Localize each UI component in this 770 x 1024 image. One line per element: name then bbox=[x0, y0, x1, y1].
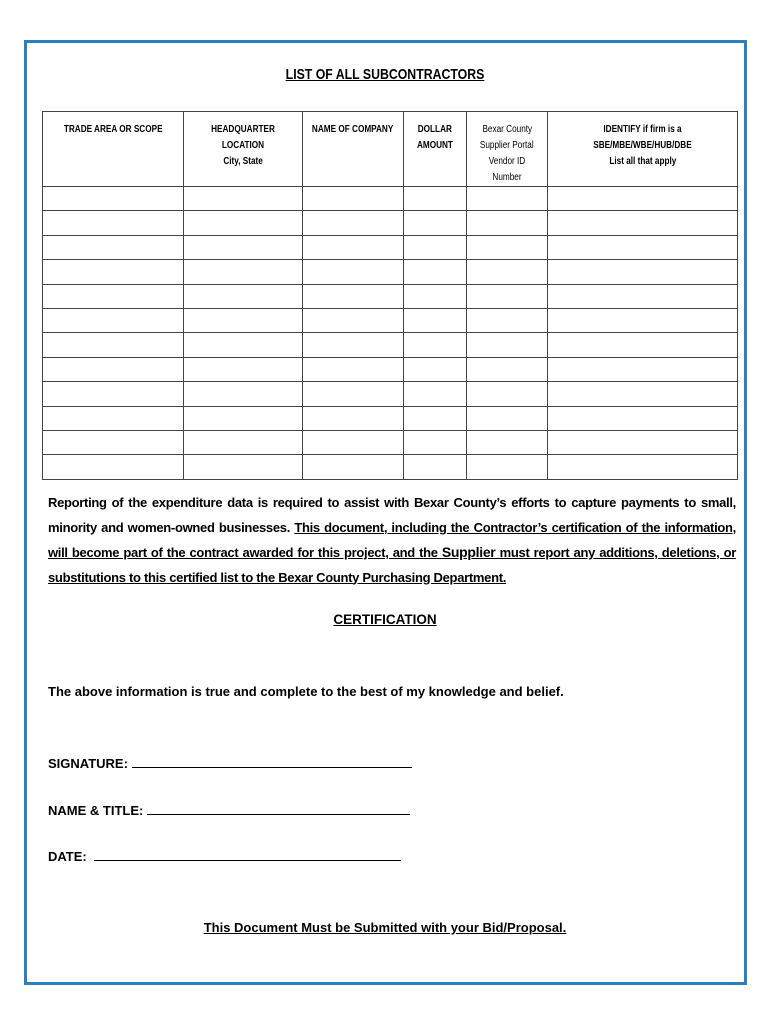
table-cell[interactable] bbox=[404, 308, 467, 332]
date-field[interactable] bbox=[94, 849, 401, 861]
table-header-row bbox=[43, 112, 738, 187]
col-header-dollar-amount: DOLLAR AMOUNT bbox=[404, 112, 467, 187]
signature-line[interactable] bbox=[48, 756, 412, 771]
table-row bbox=[43, 308, 738, 332]
table-cell[interactable] bbox=[467, 333, 548, 357]
table-cell[interactable] bbox=[303, 187, 404, 211]
table-cell[interactable] bbox=[404, 382, 467, 406]
col-header-company-name: NAME OF COMPANY bbox=[303, 112, 404, 187]
table-cell[interactable] bbox=[43, 333, 184, 357]
table-cell[interactable] bbox=[404, 284, 467, 308]
name-title-label: NAME & TITLE: bbox=[48, 803, 144, 818]
signature-label: SIGNATURE: bbox=[48, 756, 128, 771]
table-cell[interactable] bbox=[548, 211, 738, 235]
table-cell[interactable] bbox=[43, 308, 184, 332]
table-row bbox=[43, 357, 738, 381]
table-cell[interactable] bbox=[548, 235, 738, 259]
table-cell[interactable] bbox=[467, 284, 548, 308]
table-cell[interactable] bbox=[404, 430, 467, 454]
table-cell[interactable] bbox=[43, 406, 184, 430]
page-title: LIST OF ALL SUBCONTRACTORS bbox=[285, 66, 485, 83]
col-header-trade-area: TRADE AREA OR SCOPE bbox=[43, 112, 184, 187]
table-cell[interactable] bbox=[184, 211, 303, 235]
table-cell[interactable] bbox=[184, 406, 303, 430]
table-cell[interactable] bbox=[548, 357, 738, 381]
table-cell[interactable] bbox=[303, 235, 404, 259]
table-cell[interactable] bbox=[303, 455, 404, 479]
table-cell[interactable] bbox=[467, 382, 548, 406]
table-cell[interactable] bbox=[184, 333, 303, 357]
table-cell[interactable] bbox=[404, 357, 467, 381]
table-row bbox=[43, 235, 738, 259]
table-cell[interactable] bbox=[467, 308, 548, 332]
table-cell[interactable] bbox=[184, 308, 303, 332]
name-title-field[interactable] bbox=[147, 803, 410, 815]
table-cell[interactable] bbox=[548, 406, 738, 430]
table-cell[interactable] bbox=[548, 333, 738, 357]
table-cell[interactable] bbox=[467, 260, 548, 284]
table-cell[interactable] bbox=[43, 430, 184, 454]
col-header-identify-firm: IDENTIFY if firm is a SBE/MBE/WBE/HUB/DBE List all that apply bbox=[548, 112, 738, 187]
col-header-hq-location: HEADQUARTER LOCATION City, State bbox=[184, 112, 303, 187]
table-cell[interactable] bbox=[184, 187, 303, 211]
table-cell[interactable] bbox=[467, 430, 548, 454]
table-cell[interactable] bbox=[404, 187, 467, 211]
table-cell[interactable] bbox=[467, 211, 548, 235]
table-cell[interactable] bbox=[467, 357, 548, 381]
table-row bbox=[43, 430, 738, 454]
table-cell[interactable] bbox=[548, 382, 738, 406]
date-label: DATE: bbox=[48, 849, 87, 864]
table-cell[interactable] bbox=[184, 382, 303, 406]
table-cell[interactable] bbox=[548, 455, 738, 479]
table-cell[interactable] bbox=[548, 308, 738, 332]
signature-field[interactable] bbox=[132, 756, 412, 768]
table-cell[interactable] bbox=[43, 187, 184, 211]
table-cell[interactable] bbox=[467, 235, 548, 259]
table-row bbox=[43, 382, 738, 406]
table-row bbox=[43, 333, 738, 357]
table-cell[interactable] bbox=[548, 260, 738, 284]
col-header-vendor-id: Bexar County Supplier Portal Vendor ID Number bbox=[467, 112, 548, 187]
supplier-term: Supplier bbox=[441, 544, 496, 560]
table-row bbox=[43, 187, 738, 211]
table-cell[interactable] bbox=[43, 382, 184, 406]
table-cell[interactable] bbox=[404, 211, 467, 235]
table-cell[interactable] bbox=[184, 235, 303, 259]
table-cell[interactable] bbox=[43, 455, 184, 479]
table-cell[interactable] bbox=[303, 430, 404, 454]
date-line[interactable] bbox=[48, 849, 401, 864]
table-cell[interactable] bbox=[467, 187, 548, 211]
table-cell[interactable] bbox=[404, 455, 467, 479]
table-cell[interactable] bbox=[303, 260, 404, 284]
table-cell[interactable] bbox=[184, 455, 303, 479]
table-row bbox=[43, 455, 738, 479]
certification-statement: The above information is true and complete to the best of my knowledge and belief. bbox=[48, 684, 564, 699]
table-row bbox=[43, 284, 738, 308]
table-cell[interactable] bbox=[184, 284, 303, 308]
table-cell[interactable] bbox=[184, 357, 303, 381]
table-body bbox=[43, 187, 738, 480]
subcontractor-table bbox=[42, 111, 738, 480]
table-cell[interactable] bbox=[548, 284, 738, 308]
table-row bbox=[43, 406, 738, 430]
submission-notice: This Document Must be Submitted with your Bid/Proposal. bbox=[203, 920, 567, 935]
table-cell[interactable] bbox=[404, 406, 467, 430]
name-title-line[interactable] bbox=[48, 803, 410, 818]
table-cell[interactable] bbox=[404, 235, 467, 259]
table-cell[interactable] bbox=[184, 430, 303, 454]
table-cell[interactable] bbox=[43, 211, 184, 235]
table-cell[interactable] bbox=[303, 333, 404, 357]
table-cell[interactable] bbox=[43, 235, 184, 259]
table-cell[interactable] bbox=[303, 406, 404, 430]
table-cell[interactable] bbox=[303, 382, 404, 406]
reporting-paragraph: Reporting of the expenditure data is required to assist with Bexar County’s efforts to capture payments to small, minority and women-owned businesses. This document, including the Contractor’s certification of the information, will become part of the contract awarded for this project, and the Supplier must report any additions, deletions, or substitutions to this certified list to the Bexar County Purchasing Department. bbox=[48, 495, 736, 585]
table-row bbox=[43, 211, 738, 235]
certification-heading: CERTIFICATION bbox=[333, 612, 437, 627]
table-cell[interactable] bbox=[43, 260, 184, 284]
table-cell[interactable] bbox=[184, 260, 303, 284]
table-cell[interactable] bbox=[303, 211, 404, 235]
table-cell[interactable] bbox=[303, 357, 404, 381]
table-cell[interactable] bbox=[548, 430, 738, 454]
table-cell[interactable] bbox=[548, 187, 738, 211]
table-cell[interactable] bbox=[303, 284, 404, 308]
table-cell[interactable] bbox=[404, 260, 467, 284]
table-cell[interactable] bbox=[43, 357, 184, 381]
table-cell[interactable] bbox=[303, 308, 404, 332]
table-row bbox=[43, 260, 738, 284]
table-cell[interactable] bbox=[467, 406, 548, 430]
table-cell[interactable] bbox=[467, 455, 548, 479]
table-cell[interactable] bbox=[404, 333, 467, 357]
table-cell[interactable] bbox=[43, 284, 184, 308]
